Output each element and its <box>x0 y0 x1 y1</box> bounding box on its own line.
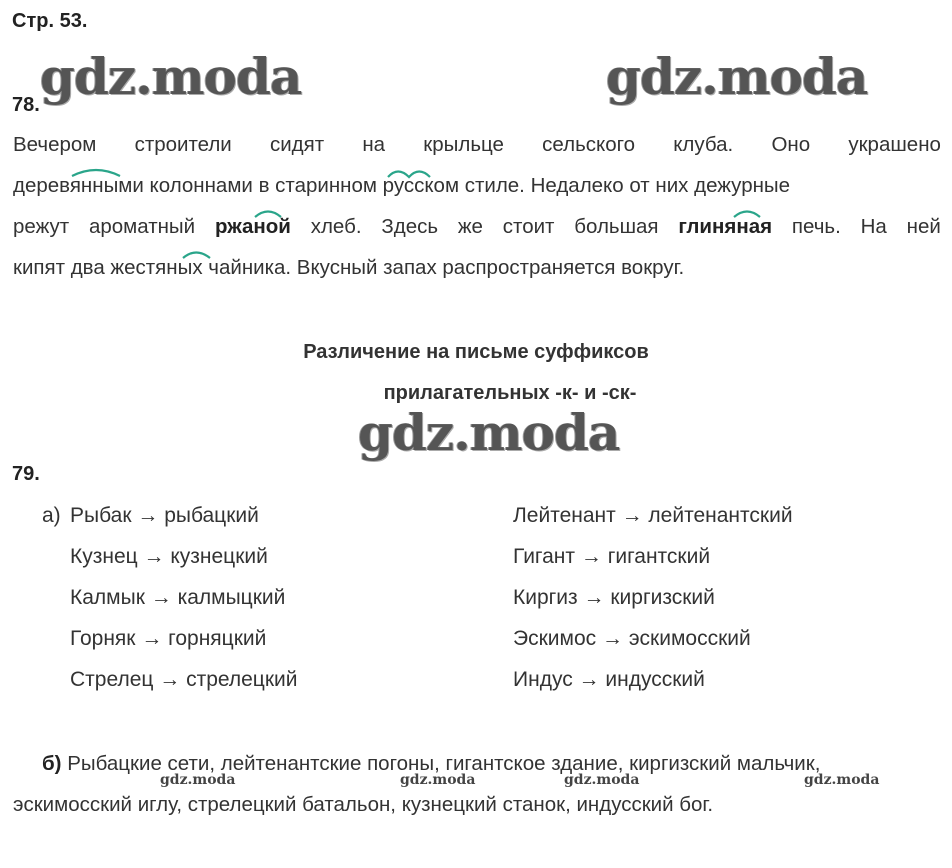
word: хлеб. <box>310 215 362 238</box>
section-heading-line-2: прилагательных -к- и -ск- <box>383 382 637 404</box>
word: стоит <box>502 215 555 238</box>
sentence-text: деревянными колоннами в старинном русском стиле. Недалеко от них дежурные <box>13 174 791 197</box>
word-pair-row <box>70 627 266 651</box>
base-word: Эскимос <box>513 627 597 650</box>
root-marks <box>0 0 952 300</box>
page-number-label: Стр. 53. <box>12 10 88 32</box>
arrow-icon: → <box>615 504 649 527</box>
base-word: Рыбак <box>70 504 132 527</box>
word: строители <box>134 133 232 156</box>
exercise-79-number: 79. <box>12 463 40 485</box>
word-pair-row <box>70 545 268 569</box>
derived-word: рыбацкий <box>164 504 259 527</box>
word-pair-row <box>513 668 705 692</box>
section-heading-line-1: Различение на письме суффиксов <box>303 341 649 363</box>
derived-word: эскимосский <box>628 627 751 650</box>
exercise-78-number: 78. <box>12 94 40 116</box>
watermark-small: gdz.moda <box>160 772 236 788</box>
derived-word: гигантский <box>607 545 711 568</box>
word: клуба. <box>673 133 734 156</box>
word-pair-row <box>513 586 715 610</box>
derived-word: лейтенантский <box>648 504 793 527</box>
arrow-icon: → <box>596 627 629 650</box>
word-bold: глиняная <box>678 215 773 238</box>
arrow-icon: → <box>575 545 608 568</box>
arrow-icon: → <box>137 545 171 568</box>
watermark-small: gdz.moda <box>400 772 476 788</box>
word-pair-row <box>70 504 259 528</box>
base-word: Калмык <box>70 586 145 609</box>
root-arc <box>255 212 281 218</box>
arrow-icon: → <box>572 668 606 691</box>
word-bold: ржаной <box>214 215 291 238</box>
watermark-small: gdz.moda <box>804 772 880 788</box>
root-arc <box>734 212 760 218</box>
word-pair-row <box>70 668 297 692</box>
arrow-icon: → <box>131 504 165 527</box>
sentence-text: кипят два жестяных чайника. Вкусный запах распространяется вокруг. <box>13 256 685 279</box>
derived-word: кузнецкий <box>170 545 268 568</box>
arrow-icon: → <box>144 586 178 609</box>
part-b-line-2: эскимосский иглу, стрелецкий батальон, кузнецкий станок, индусский бог. <box>13 793 714 816</box>
base-word: Киргиз <box>513 586 578 609</box>
derived-word: горняцкий <box>168 627 267 650</box>
root-arc <box>388 172 430 178</box>
watermark-logo: gdz.moda <box>40 47 302 106</box>
base-word: Лейтенант <box>513 504 616 527</box>
word-pair-row <box>513 627 751 651</box>
base-word: Кузнец <box>70 545 138 568</box>
arrow-icon: → <box>153 668 187 691</box>
part-a-label: а) <box>42 504 61 527</box>
word-pair-row <box>513 545 710 569</box>
base-word: Стрелец <box>70 668 154 691</box>
word: сельского <box>542 133 636 156</box>
watermark-small: gdz.moda <box>564 772 640 788</box>
word-pair-row <box>513 504 793 528</box>
word: сидят <box>269 133 325 156</box>
root-arc <box>72 170 120 176</box>
derived-word: калмыцкий <box>177 586 286 609</box>
word: На <box>860 215 887 238</box>
base-word: Индус <box>513 668 573 691</box>
word: же <box>457 215 483 238</box>
word: Оно <box>771 133 811 156</box>
word: крыльце <box>423 133 504 156</box>
part-b-label: б) <box>42 752 62 775</box>
word: Вечером <box>13 133 97 156</box>
word: режут <box>13 215 70 238</box>
word: украшено <box>848 133 941 156</box>
word: большая <box>574 215 659 238</box>
derived-word: киргизский <box>610 586 715 609</box>
word: Здесь <box>381 215 439 238</box>
word: ароматный <box>88 215 196 238</box>
derived-word: индусский <box>605 668 705 691</box>
base-word: Горняк <box>70 627 136 650</box>
arrow-icon: → <box>135 627 169 650</box>
derived-word: стрелецкий <box>186 668 298 691</box>
part-b-text: Рыбацкие сети, лейтенантские погоны, гигантское здание, киргизский мальчик, <box>67 752 821 775</box>
word: ней <box>906 215 941 238</box>
base-word: Гигант <box>513 545 576 568</box>
root-arc <box>183 253 210 259</box>
watermark-logo: gdz.moda <box>358 403 620 462</box>
word: на <box>362 133 386 156</box>
watermark-logo: gdz.moda <box>606 47 868 106</box>
arrow-icon: → <box>577 586 611 609</box>
word-pair-row <box>70 586 285 610</box>
word: печь. <box>791 215 841 238</box>
